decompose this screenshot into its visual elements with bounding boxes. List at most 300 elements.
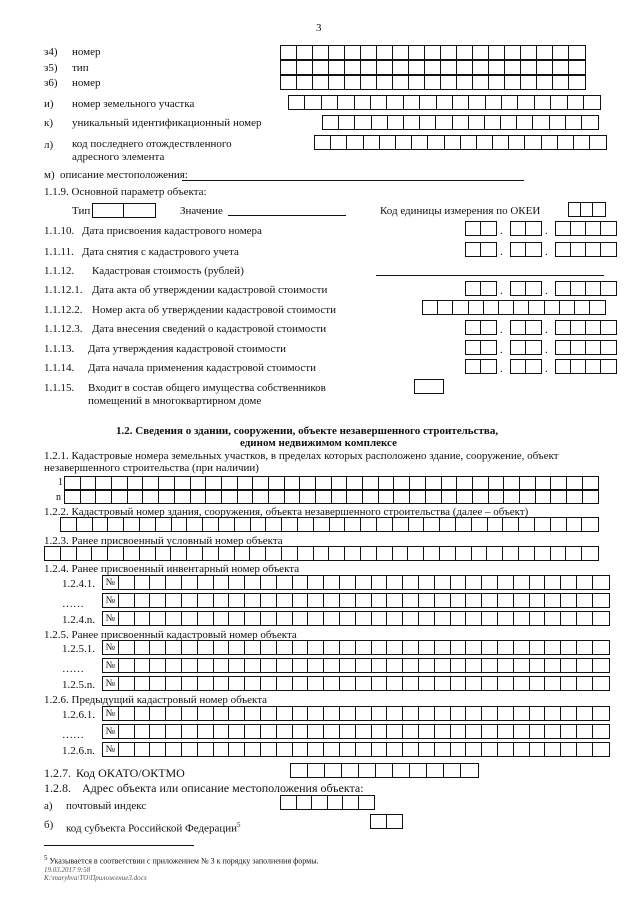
input-cell[interactable] xyxy=(466,594,482,607)
input-cell[interactable] xyxy=(119,612,135,625)
input-cell[interactable] xyxy=(571,222,586,235)
input-cell[interactable] xyxy=(530,743,546,756)
input-cell[interactable] xyxy=(466,659,482,672)
input-cell[interactable] xyxy=(198,594,214,607)
input-cell[interactable] xyxy=(222,491,238,503)
input-cell[interactable] xyxy=(419,612,435,625)
input-cell[interactable] xyxy=(329,76,345,89)
input-cell[interactable] xyxy=(561,659,577,672)
input-cell[interactable] xyxy=(156,547,172,560)
input-cell[interactable] xyxy=(372,725,388,738)
input-cell[interactable] xyxy=(586,321,601,334)
input-cell[interactable] xyxy=(245,594,261,607)
input-cell[interactable] xyxy=(364,136,380,149)
input-cell[interactable] xyxy=(457,61,473,74)
input-cell[interactable] xyxy=(166,677,182,690)
input-cell[interactable] xyxy=(545,576,561,589)
input-cell[interactable] xyxy=(586,360,601,373)
input-cell[interactable] xyxy=(261,594,277,607)
input-cell[interactable] xyxy=(504,491,520,503)
input-cell[interactable] xyxy=(553,76,569,89)
input-cell[interactable] xyxy=(461,136,477,149)
input-cell[interactable] xyxy=(108,518,124,531)
input-cell[interactable] xyxy=(530,612,546,625)
input-cell[interactable] xyxy=(316,491,332,503)
s121-rown-cells[interactable] xyxy=(64,490,599,504)
row-z5-cells[interactable] xyxy=(280,60,586,75)
input-cell[interactable] xyxy=(481,282,496,295)
input-cell[interactable] xyxy=(441,46,457,59)
input-cell[interactable] xyxy=(530,725,546,738)
input-cell[interactable] xyxy=(419,707,435,720)
input-cell[interactable] xyxy=(442,477,458,489)
input-cell[interactable] xyxy=(277,659,293,672)
input-cell[interactable] xyxy=(569,203,581,216)
s1111-day[interactable] xyxy=(465,242,497,257)
input-cell[interactable] xyxy=(150,641,166,654)
input-cell[interactable] xyxy=(481,360,496,373)
input-cell[interactable] xyxy=(404,116,420,129)
input-cell[interactable] xyxy=(372,594,388,607)
input-cell[interactable] xyxy=(586,282,601,295)
input-cell[interactable] xyxy=(235,547,251,560)
input-cell[interactable] xyxy=(203,518,219,531)
input-cell[interactable] xyxy=(214,594,230,607)
input-cell[interactable] xyxy=(93,204,124,217)
input-cell[interactable] xyxy=(435,677,451,690)
input-cell[interactable] xyxy=(312,796,328,809)
input-cell[interactable] xyxy=(477,136,493,149)
input-cell[interactable] xyxy=(361,518,377,531)
input-cell[interactable] xyxy=(537,76,553,89)
input-cell[interactable] xyxy=(324,594,340,607)
input-cell[interactable] xyxy=(150,612,166,625)
input-cell[interactable] xyxy=(324,743,340,756)
input-cell[interactable] xyxy=(571,341,586,354)
input-cell[interactable] xyxy=(324,641,340,654)
input-cell[interactable] xyxy=(435,641,451,654)
input-cell[interactable] xyxy=(119,594,135,607)
input-cell[interactable] xyxy=(466,222,481,235)
input-cell[interactable] xyxy=(108,547,124,560)
input-cell[interactable] xyxy=(435,594,451,607)
input-cell[interactable] xyxy=(187,547,203,560)
input-cell[interactable] xyxy=(119,707,135,720)
input-cell[interactable] xyxy=(308,576,324,589)
input-cell[interactable] xyxy=(577,594,593,607)
input-cell[interactable] xyxy=(472,547,488,560)
input-cell[interactable] xyxy=(166,641,182,654)
input-cell[interactable] xyxy=(403,594,419,607)
input-cell[interactable] xyxy=(601,321,616,334)
input-cell[interactable] xyxy=(235,518,251,531)
input-cell[interactable] xyxy=(372,612,388,625)
input-cell[interactable] xyxy=(451,641,467,654)
input-cell[interactable] xyxy=(150,677,166,690)
input-cell[interactable] xyxy=(81,477,97,489)
input-cell[interactable] xyxy=(577,677,593,690)
input-cell[interactable] xyxy=(453,301,468,314)
input-cell[interactable] xyxy=(112,491,128,503)
input-cell[interactable] xyxy=(556,360,571,373)
input-cell[interactable] xyxy=(372,677,388,690)
input-cell[interactable] xyxy=(293,707,309,720)
input-cell[interactable] xyxy=(222,477,238,489)
input-cell[interactable] xyxy=(404,96,420,109)
input-cell[interactable] xyxy=(556,341,571,354)
input-cell[interactable] xyxy=(466,282,481,295)
input-cell[interactable] xyxy=(340,725,356,738)
input-cell[interactable] xyxy=(45,547,61,560)
input-cell[interactable] xyxy=(297,61,313,74)
input-cell[interactable] xyxy=(379,477,395,489)
input-cell[interactable] xyxy=(408,547,424,560)
s11121-day[interactable] xyxy=(465,281,497,296)
input-cell[interactable] xyxy=(469,301,484,314)
input-cell[interactable] xyxy=(537,46,553,59)
input-cell[interactable] xyxy=(206,491,222,503)
input-cell[interactable] xyxy=(166,612,182,625)
input-cell[interactable] xyxy=(245,576,261,589)
input-cell[interactable] xyxy=(593,203,605,216)
input-cell[interactable] xyxy=(593,725,609,738)
input-cell[interactable] xyxy=(229,743,245,756)
input-cell[interactable] xyxy=(529,301,544,314)
input-cell[interactable] xyxy=(214,612,230,625)
input-cell[interactable] xyxy=(300,477,316,489)
input-cell[interactable] xyxy=(593,612,609,625)
input-cell[interactable] xyxy=(340,707,356,720)
input-cell[interactable] xyxy=(456,518,472,531)
row-z4-cells[interactable] xyxy=(280,45,586,60)
input-cell[interactable] xyxy=(340,677,356,690)
input-cell[interactable] xyxy=(498,677,514,690)
input-cell[interactable] xyxy=(593,743,609,756)
input-cell[interactable] xyxy=(489,46,505,59)
input-cell[interactable] xyxy=(356,612,372,625)
input-cell[interactable] xyxy=(379,491,395,503)
input-cell[interactable] xyxy=(472,518,488,531)
input-cell[interactable] xyxy=(435,725,451,738)
input-cell[interactable] xyxy=(436,116,452,129)
input-cell[interactable] xyxy=(551,491,567,503)
input-cell[interactable] xyxy=(140,518,156,531)
input-cell[interactable] xyxy=(545,641,561,654)
input-cell[interactable] xyxy=(313,61,329,74)
input-cell[interactable] xyxy=(372,659,388,672)
input-cell[interactable] xyxy=(387,677,403,690)
input-cell[interactable] xyxy=(526,341,541,354)
input-cell[interactable] xyxy=(482,612,498,625)
input-cell[interactable] xyxy=(435,707,451,720)
input-cell[interactable] xyxy=(214,725,230,738)
input-cell[interactable] xyxy=(229,677,245,690)
input-cell[interactable] xyxy=(198,743,214,756)
input-cell[interactable] xyxy=(182,725,198,738)
input-cell[interactable] xyxy=(393,518,409,531)
input-cell[interactable] xyxy=(466,612,482,625)
s11122-cells[interactable] xyxy=(422,300,606,315)
input-cell[interactable] xyxy=(545,301,560,314)
input-cell[interactable] xyxy=(119,659,135,672)
input-cell[interactable] xyxy=(342,764,359,777)
input-cell[interactable] xyxy=(567,477,583,489)
input-cell[interactable] xyxy=(582,547,598,560)
s125-r1-cells[interactable] xyxy=(102,640,610,655)
input-cell[interactable] xyxy=(435,743,451,756)
input-cell[interactable] xyxy=(545,594,561,607)
input-cell[interactable] xyxy=(377,61,393,74)
input-cell[interactable] xyxy=(482,659,498,672)
input-cell[interactable] xyxy=(486,96,502,109)
input-cell[interactable] xyxy=(166,594,182,607)
input-cell[interactable] xyxy=(119,677,135,690)
input-cell[interactable] xyxy=(356,641,372,654)
input-cell[interactable] xyxy=(198,659,214,672)
input-cell[interactable] xyxy=(583,477,599,489)
s11123-year[interactable] xyxy=(555,320,617,335)
input-cell[interactable] xyxy=(159,477,175,489)
input-cell[interactable] xyxy=(423,301,438,314)
input-cell[interactable] xyxy=(419,725,435,738)
input-cell[interactable] xyxy=(521,61,537,74)
input-cell[interactable] xyxy=(482,594,498,607)
input-cell[interactable] xyxy=(584,96,600,109)
input-cell[interactable] xyxy=(124,518,140,531)
input-cell[interactable] xyxy=(569,76,585,89)
input-cell[interactable] xyxy=(166,725,182,738)
input-cell[interactable] xyxy=(517,116,533,129)
s123-cells[interactable] xyxy=(44,546,599,561)
input-cell[interactable] xyxy=(473,76,489,89)
input-cell[interactable] xyxy=(561,612,577,625)
input-cell[interactable] xyxy=(601,222,616,235)
input-cell[interactable] xyxy=(124,204,155,217)
input-cell[interactable] xyxy=(119,641,135,654)
input-cell[interactable] xyxy=(377,46,393,59)
input-cell[interactable] xyxy=(313,46,329,59)
input-cell[interactable] xyxy=(314,547,330,560)
s125-r3-cells[interactable] xyxy=(102,676,610,691)
input-cell[interactable] xyxy=(172,518,188,531)
input-cell[interactable] xyxy=(61,547,77,560)
input-cell[interactable] xyxy=(577,576,593,589)
input-cell[interactable] xyxy=(419,594,435,607)
input-cell[interactable] xyxy=(451,707,467,720)
input-cell[interactable] xyxy=(198,641,214,654)
input-cell[interactable] xyxy=(266,518,282,531)
input-cell[interactable] xyxy=(526,360,541,373)
input-cell[interactable] xyxy=(420,116,436,129)
input-cell[interactable] xyxy=(315,136,331,149)
input-cell[interactable] xyxy=(140,547,156,560)
input-cell[interactable] xyxy=(571,321,586,334)
input-cell[interactable] xyxy=(203,547,219,560)
input-cell[interactable] xyxy=(481,341,496,354)
input-cell[interactable] xyxy=(308,707,324,720)
input-cell[interactable] xyxy=(466,576,482,589)
input-cell[interactable] xyxy=(466,677,482,690)
input-cell[interactable] xyxy=(356,576,372,589)
s1111-month[interactable] xyxy=(510,242,542,257)
input-cell[interactable] xyxy=(206,477,222,489)
input-cell[interactable] xyxy=(150,659,166,672)
input-cell[interactable] xyxy=(261,612,277,625)
input-cell[interactable] xyxy=(514,677,530,690)
input-cell[interactable] xyxy=(536,477,552,489)
input-cell[interactable] xyxy=(166,659,182,672)
input-cell[interactable] xyxy=(281,61,297,74)
input-cell[interactable] xyxy=(277,594,293,607)
input-cell[interactable] xyxy=(586,222,601,235)
s124-r3-cells[interactable] xyxy=(102,611,610,626)
input-cell[interactable] xyxy=(345,46,361,59)
input-cell[interactable] xyxy=(481,243,496,256)
input-cell[interactable] xyxy=(345,547,361,560)
row-b-cells[interactable] xyxy=(370,814,403,829)
s119-okei-cells[interactable] xyxy=(568,202,606,217)
input-cell[interactable] xyxy=(345,518,361,531)
input-cell[interactable] xyxy=(245,707,261,720)
input-cell[interactable] xyxy=(530,707,546,720)
input-cell[interactable] xyxy=(361,61,377,74)
input-cell[interactable] xyxy=(332,491,348,503)
input-cell[interactable] xyxy=(143,477,159,489)
input-cell[interactable] xyxy=(214,659,230,672)
input-cell[interactable] xyxy=(505,46,521,59)
input-cell[interactable] xyxy=(159,491,175,503)
input-cell[interactable] xyxy=(291,764,308,777)
input-cell[interactable] xyxy=(426,491,442,503)
input-cell[interactable] xyxy=(424,518,440,531)
input-cell[interactable] xyxy=(324,576,340,589)
s11123-day[interactable] xyxy=(465,320,497,335)
input-cell[interactable] xyxy=(493,136,509,149)
input-cell[interactable] xyxy=(553,46,569,59)
input-cell[interactable] xyxy=(347,136,363,149)
input-cell[interactable] xyxy=(403,743,419,756)
input-cell[interactable] xyxy=(466,243,481,256)
input-cell[interactable] xyxy=(511,282,526,295)
input-cell[interactable] xyxy=(530,641,546,654)
input-cell[interactable] xyxy=(482,641,498,654)
input-cell[interactable] xyxy=(77,547,93,560)
input-cell[interactable] xyxy=(526,282,541,295)
input-cell[interactable] xyxy=(419,677,435,690)
input-cell[interactable] xyxy=(451,743,467,756)
input-cell[interactable] xyxy=(266,547,282,560)
input-cell[interactable] xyxy=(567,491,583,503)
s1110-month[interactable] xyxy=(510,221,542,236)
input-cell[interactable] xyxy=(175,491,191,503)
input-cell[interactable] xyxy=(582,116,598,129)
input-cell[interactable] xyxy=(514,301,529,314)
input-cell[interactable] xyxy=(409,518,425,531)
input-cell[interactable] xyxy=(135,659,151,672)
input-cell[interactable] xyxy=(409,46,425,59)
input-cell[interactable] xyxy=(514,612,530,625)
input-cell[interactable] xyxy=(340,576,356,589)
input-cell[interactable] xyxy=(545,612,561,625)
input-cell[interactable] xyxy=(361,76,377,89)
s1110-day[interactable] xyxy=(465,221,497,236)
s1114-day[interactable] xyxy=(465,359,497,374)
input-cell[interactable] xyxy=(473,477,489,489)
input-cell[interactable] xyxy=(214,707,230,720)
input-cell[interactable] xyxy=(590,301,605,314)
input-cell[interactable] xyxy=(530,677,546,690)
input-cell[interactable] xyxy=(593,707,609,720)
input-cell[interactable] xyxy=(601,282,616,295)
input-cell[interactable] xyxy=(453,116,469,129)
input-cell[interactable] xyxy=(556,282,571,295)
input-cell[interactable] xyxy=(316,477,332,489)
input-cell[interactable] xyxy=(182,707,198,720)
input-cell[interactable] xyxy=(525,136,541,149)
input-cell[interactable] xyxy=(561,707,577,720)
input-cell[interactable] xyxy=(473,61,489,74)
input-cell[interactable] xyxy=(514,743,530,756)
input-cell[interactable] xyxy=(65,477,81,489)
input-cell[interactable] xyxy=(482,677,498,690)
input-cell[interactable] xyxy=(238,477,254,489)
input-cell[interactable] xyxy=(505,61,521,74)
input-cell[interactable] xyxy=(435,612,451,625)
input-cell[interactable] xyxy=(482,576,498,589)
input-cell[interactable] xyxy=(403,612,419,625)
input-cell[interactable] xyxy=(297,76,313,89)
input-cell[interactable] xyxy=(93,518,109,531)
input-cell[interactable] xyxy=(305,96,321,109)
input-cell[interactable] xyxy=(387,743,403,756)
input-cell[interactable] xyxy=(128,491,144,503)
input-cell[interactable] xyxy=(297,796,313,809)
input-cell[interactable] xyxy=(440,547,456,560)
input-cell[interactable] xyxy=(519,547,535,560)
input-cell[interactable] xyxy=(577,743,593,756)
input-cell[interactable] xyxy=(503,518,519,531)
input-cell[interactable] xyxy=(568,96,584,109)
input-cell[interactable] xyxy=(182,612,198,625)
input-cell[interactable] xyxy=(393,46,409,59)
input-cell[interactable] xyxy=(92,547,108,560)
input-cell[interactable] xyxy=(560,301,575,314)
input-cell[interactable] xyxy=(166,707,182,720)
input-cell[interactable] xyxy=(542,136,558,149)
input-cell[interactable] xyxy=(245,641,261,654)
input-cell[interactable] xyxy=(530,576,546,589)
input-cell[interactable] xyxy=(293,576,309,589)
input-cell[interactable] xyxy=(498,725,514,738)
input-cell[interactable] xyxy=(238,491,254,503)
input-cell[interactable] xyxy=(445,136,461,149)
input-cell[interactable] xyxy=(444,764,461,777)
input-cell[interactable] xyxy=(498,659,514,672)
input-cell[interactable] xyxy=(277,743,293,756)
input-cell[interactable] xyxy=(435,576,451,589)
input-cell[interactable] xyxy=(171,547,187,560)
input-cell[interactable] xyxy=(324,725,340,738)
s11123-month[interactable] xyxy=(510,320,542,335)
input-cell[interactable] xyxy=(415,380,443,393)
input-cell[interactable] xyxy=(561,576,577,589)
input-cell[interactable] xyxy=(388,116,404,129)
row-m-line[interactable] xyxy=(182,180,524,181)
input-cell[interactable] xyxy=(308,725,324,738)
input-cell[interactable] xyxy=(166,743,182,756)
input-cell[interactable] xyxy=(487,547,503,560)
input-cell[interactable] xyxy=(198,612,214,625)
